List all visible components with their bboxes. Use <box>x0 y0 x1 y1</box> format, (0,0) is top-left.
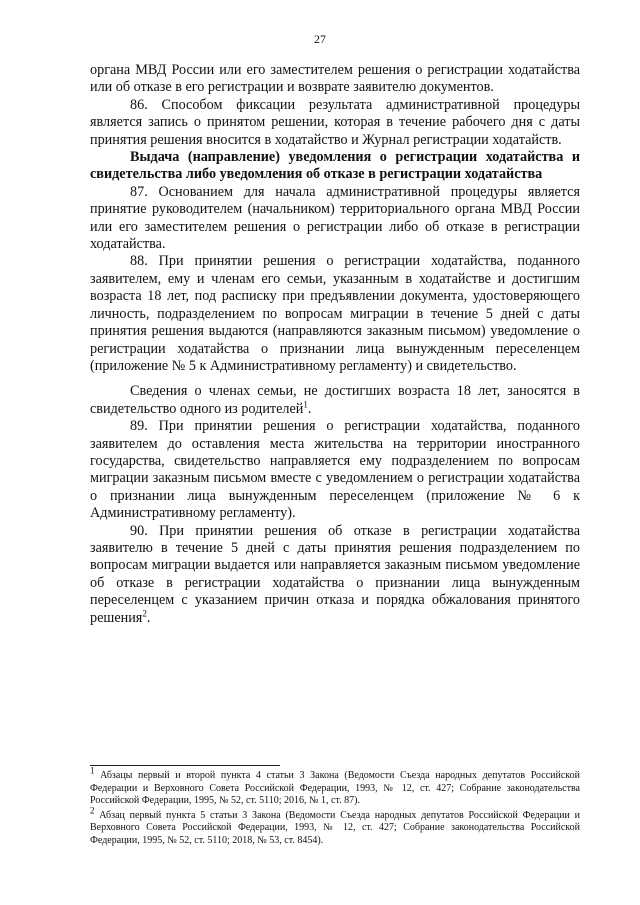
paragraph-continuation: органа МВД России или его заместителем решения о регистрации ходатайства или об отказе в его регистрации и возврате заявителю документов. <box>90 62 580 96</box>
footnote-separator <box>90 765 280 766</box>
section-heading: Выдача (направление) уведомления о регистрации ходатайства и свидетельства либо уведомления об отказе в регистрации ходатайства <box>90 149 580 183</box>
paragraph-family-text: Сведения о членах семьи, не достигших возраста 18 лет, заносятся в свидетельство одного из родителей <box>90 383 580 417</box>
footnote-2 <box>90 805 580 848</box>
footnote-ref-1: 1 <box>303 398 308 409</box>
paragraph-family-end: . <box>307 400 312 417</box>
paragraph-family-info <box>90 383 580 418</box>
footnote-2-text: Абзац первый пункта 5 статьи 3 Закона (Ведомости Съезда народных депутатов Российской Федерации и Верховного Совета Российской Федерации, 1993, № 12, ст. 427; Собрание законодательства Российской Федерации, 1995, № 52, ст. 5110; 2018, № 53, ст. 8454). <box>90 809 580 846</box>
footnote-1-mark: 1 <box>90 765 95 776</box>
footnotes <box>90 765 580 850</box>
page-number: 27 <box>314 32 326 46</box>
footnote-2-mark: 2 <box>90 805 95 816</box>
footnote-1-text: Абзацы первый и второй пункта 4 статьи 3 Закона (Ведомости Съезда народных депутатов Российской Федерации и Верховного Совета Российской Федерации, 1993, № 12, ст. 427; Собрание законодательства Российской Федерации, 1995, № 52, ст. 5110; 2016, № 1, ст. 87). <box>90 770 580 807</box>
paragraph-90 <box>90 523 580 627</box>
footnote-1 <box>90 765 580 808</box>
paragraph-86: 86. Способом фиксации результата административной процедуры является запись о принятом решении, которая в течение рабочего дня с даты принятия решения вносится в ходатайство и Журнал регистрации ходатайств. <box>90 96 580 148</box>
paragraph-90-text: 90. При принятии решения об отказе в регистрации ходатайства заявителю в течение 5 дней с даты принятия решения подразделением по вопросам миграции выдается или направляется заказным письмом уведомление об отказе в регистрации ходатайства о признании лица вынужденным переселенцем с указанием причин отказа и порядка обжалования принятого решения <box>90 522 580 626</box>
paragraph-88: 88. При принятии решения о регистрации ходатайства, поданного заявителем, ему и членам его семьи, указанным в ходатайстве и достигшим возраста 18 лет, под расписку при предъявлении документа, удостоверяющего личность, подразделением по вопросам миграции в течение 5 дней с даты принятия решения выдаются (направляются заказным письмом) уведомление о регистрации ходатайства о признании лица вынужденным переселенцем (приложение № 5 к Административному регламенту) и свидетельство. <box>90 253 580 374</box>
paragraph-90-end: . <box>146 609 151 626</box>
footnote-ref-2: 2 <box>142 607 147 618</box>
paragraph-89: 89. При принятии решения о регистрации ходатайства, поданного заявителем до оставления места жительства на территории иностранного государства, свидетельство направляется ему подразделением по вопросам миграции заказным письмом вместе с уведомлением о регистрации ходатайства о признании лица вынужденным переселенцем (приложение № 6 к Административному регламенту). <box>90 418 580 522</box>
document-body <box>90 62 580 627</box>
paragraph-87: 87. Основанием для начала административной процедуры является принятие руководителем (начальником) территориального органа МВД России или его заместителем решения о регистрации либо об отказе в регистрации ходатайства. <box>90 183 580 253</box>
